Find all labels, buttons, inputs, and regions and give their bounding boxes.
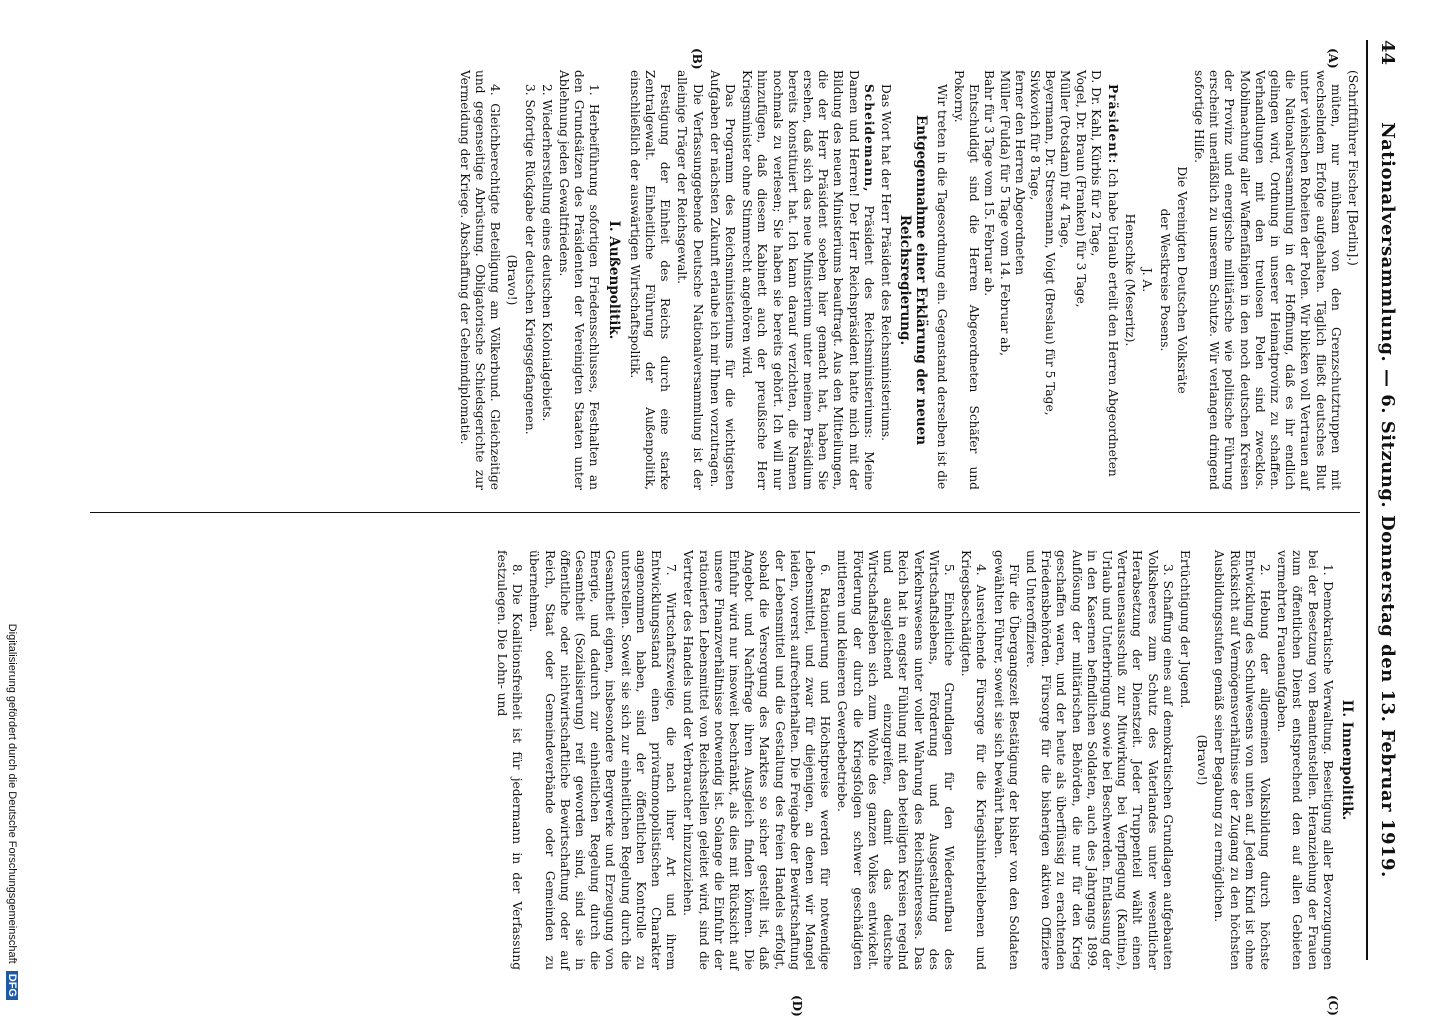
program-item: 6. Rationierung und Höchstpreise werden für notwendige Lebensmittel, und zwar für diejenigen, an denen wir Mangel leiden, vorerst aufrechterhalten. Die Freigabe der Bewirtschaftung der Lebensmittel und die Gestaltung des freien Handels erfolgt, sobald die Versorgung des Marktes so sicher gestellt ist, daß Angebot und Nachfrage ihren Ausgleich finden können. Die Einfuhr wird nur insoweit beschränkt, als dies mit Rücksicht auf unsere Finanzverhältnisse notwendig ist. Solange die Einfuhr der rationierten Lebensmittel von Reichsstellen geleitet wird, sind die Vertreter des Handels und der Verbraucher hinzuzuziehen. — [681, 550, 833, 970]
paragraph: Festigung der Einheit des Reichs durch eine starke Zentralgewalt. Einheitliche Führung der Außenpolitik, einschließlich der auswärtigen Wirtschaftspolitik. — [627, 70, 673, 490]
program-item: 3. Sofortige Rückgabe der deutschen Kriegsgefangenen. — [522, 84, 537, 435]
list-item: Müller (Fulda) für 5 Tage vom 14. Februar ab, — [997, 70, 1012, 357]
header-rule — [1366, 40, 1368, 960]
program-item: 4. Ausreichende Fürsorge für die Kriegshinterbliebenen und Kriegsbeschädigten. — [959, 550, 989, 970]
right-column — [90, 550, 1360, 970]
column-divider — [90, 512, 1360, 513]
speech-text: Präsident des Reichsministeriums: Meine Damen und Herren! Der Herr Reichspräsident hatte mich mit der Bildung des neuen Ministeriums beauftragt. Aus den Mitteilungen, die der Herr Präsident soeben hier gemacht hat, haben Sie ersehen, daß sich das neue Ministerium unter meinem Präsidium bereits konstituiert hat. Ich kann darauf verzichten, die Namen nochmals zu verlesen; Sie haben sie bereits gehört. Ich will nur hinzufügen, daß diesem Kabinett auch der preußische Herr Kriegsminister ohne Stimmrecht angehören wird. — [740, 70, 876, 491]
running-header — [1364, 40, 1404, 960]
program-item: 2. Wiederherstellung eines deutschen Kolonialgebiets. — [539, 84, 554, 422]
program-item: 1. Demokratische Verwaltung. Beseitigung aller Bevorzugungen bei der Besetzung von Beamtenstellen. Heranziehung der Frauen zum öffentlichen Dienst entsprechend den auf allen Gebieten vermehrten Frauenaufgaben. — [1275, 550, 1335, 970]
president-statement — [1105, 70, 1120, 490]
list-item: Bahr für 3 Tage vom 15. Februar ab. — [982, 70, 997, 297]
margin-marker-c: (C) — [1326, 995, 1340, 1016]
funding-footer — [2, 0, 18, 1000]
section-heading: II. Innenpolitik. — [1339, 699, 1355, 821]
list-item: Vogel, Dr. Braun (Franken) für 3 Tage, — [1073, 70, 1088, 308]
program-item: 1. Herbeiführung sofortigen Friedensschlusses, Festhalten an den Grundsätzen des Präsidenten der Vereinigten Staaten unter Ablehnung jeden Gewaltfriedens. — [557, 70, 602, 490]
leave-list — [981, 70, 1103, 490]
section-heading: I. Außenpolitik. — [605, 220, 622, 340]
program-item: 2. Hebung der allgemeinen Volksbildung durch höchste Entwicklung des Schulwesens von unten auf. Jedem Kind ist ohne Rücksicht auf Vermögensverhältnisse der Zugang zu den höchsten Ausbildungsstufen gemäß seiner Begabung zu ermöglichen. — [1212, 550, 1272, 970]
program-intro: Das Programm des Reichsministeriums für die wichtigsten Aufgaben der nächsten Zukunft erlaube ich mir Ihnen vorzutragen. — [707, 70, 738, 490]
signature-line: der Westkreise Posens. — [1157, 208, 1172, 352]
margin-marker-a: (A) — [1326, 48, 1340, 69]
signature-line: Henschke (Meseritz). — [1123, 213, 1138, 347]
speech-text: Ich habe Urlaub erteilt den Herren Abgeordneten — [1105, 168, 1120, 477]
list-item: ferner den Herren Abgeordneten — [1012, 70, 1027, 276]
list-item: Müller (Potsdam) für 4 Tage, — [1058, 70, 1073, 249]
signature-line: Die Vereinigten Deutschen Volksräte — [1174, 166, 1189, 394]
paragraph: Ertüchtigung der Jugend. — [1177, 550, 1192, 709]
agenda-text: Wir treten in die Tagesordnung ein. Gegenstand derselben ist die — [934, 84, 949, 490]
agenda-title: Entgegennahme einer Erklärung der neuen Reichsregierung. — [897, 114, 929, 446]
funding-credit: Digitalisierung gefördert durch die Deutsche Forschungsgemeinschaft — [6, 623, 18, 964]
list-item: D. Dr. Kahl, Kürbis für 2 Tage, — [1088, 70, 1103, 257]
interjection: (Bravo!) — [505, 254, 520, 306]
speaker-name: Präsident: — [1105, 84, 1120, 165]
interjection: (Bravo!) — [1195, 734, 1210, 786]
dfg-logo-icon: DFG — [6, 971, 18, 1000]
page-number: 44 — [1377, 40, 1398, 66]
program-item: 3. Schaffung eines auf demokratischen Grundlagen aufgebauten Volksheeres zum Schutz des Vaterlandes unter wesentlicher Herabsetzung der Dienstzeit. Jeder Truppenteil wählt einen Vertrauensausschuß zur Mitwirkung bei Verpflegung (Kantine), Urlaub und Unterbringung sowie bei Beschwerden. Entlassung der in den Kasernen befindlichen Soldaten, auch des Jahrgangs 1899. Auflösung der militärischen Behörden, die nur für den Krieg geschaffen waren, und der heute als überflüssig zu erachtenden Friedensbehörden. Fürsorge für die bisherigen aktiven Offiziere und Unteroffiziere. — [1023, 550, 1175, 970]
speaker-head: (Schriftführer Fischer [Berlin].) — [1346, 70, 1360, 266]
program-item: 4. Gleichberechtigte Beteiligung am Völkerbund. Gleichzeitige und gegenseitige Abrüstung. Obligatorische Schiedsgerichte zur Vermeidung der Kriege. Abschaffung der Geheimdiplomatie. — [457, 70, 503, 490]
paragraph: Die Verfassunggebende Deutsche Nationalversammlung ist der alleinige Träger der Reichsgewalt. — [675, 70, 705, 490]
page-body — [90, 40, 1404, 1017]
margin-marker-d: (D) — [790, 995, 804, 1017]
scheidemann-speech — [739, 70, 876, 490]
margin-marker-b: (B) — [690, 48, 704, 70]
left-column — [90, 70, 1360, 490]
paragraph: Für die Übergangszeit Bestätigung der bisher von den Soldaten gewählten Führer, soweit sie sich bewährt haben. — [991, 550, 1021, 970]
list-item: Beyermann, Dr. Stresemann, Voigt (Breslau) für 5 Tage, — [1043, 70, 1058, 416]
program-item: 8. Die Koalitionsfreiheit ist für jedermann in der Verfassung festzulegen. Die Lohn- und — [495, 550, 525, 970]
list-item: Sivkovich für 8 Tage, — [1027, 70, 1042, 201]
floor-text: Das Wort hat der Herr Präsident des Reichsministeriums. — [879, 84, 894, 442]
telegram-text: müten, nur mühsam von den Grenzschutztruppen mit wechselndem Erfolge aufgehalten. Täglich fließt deutsches Blut unter viehischen Roheiten der Polen. Wir blicken voll Vertrauen auf die Nationalversammlung in der Hoffnung, daß es ihr endlich gelingen wird, Ordnung in unserer Heimatprovinz zu schaffen. Verhandlungen mit den treulosen Polen sind zwecklos. Mobilmachung aller Waffenfähigen in den noch deutschen Kreisen der Provinz und energische militärische wie politische Führung erscheint unerläßlich zu unserem Schutze. Wir verlangen dringend sofortige Hilfe. — [1191, 70, 1343, 490]
program-item: 5. Einheitliche Grundlagen für den Wiederaufbau des Wirtschaftslebens, Förderung und Ausgestaltung des Verkehrswesens unter voller Wahrung des Reichsinteresses. Das Reich hat in engster Fühlung mit den beteiligten Kreisen regelnd und ausgleichend einzugreifen, damit das deutsche Wirtschaftsleben sich zum Wohle des ganzen Volkes entwickelt. Förderung der durch die Kriegsfolgen schwer geschädigten mittleren und kleineren Gewerbebetriebe. — [835, 550, 956, 970]
excused-text: Entschuldigt sind die Herren Abgeordneten Schäfer und Pokorny. — [951, 70, 982, 490]
program-item: 7. Wirtschaftszweige, die nach ihrer Art und ihrem Entwicklungsstand einen privatmonopolistischen Charakter angenommen haben, sind der öffentlichen Kontrolle zu unterstellen. Soweit sie sich zur einheitlichen Regelung durch die Gesamtheit eignen, insbesondere Bergwerke und Erzeugung von Energie, und dadurch zur einheitlichen Regelung durch die Gesamtheit (Sozialisierung) reif geworden sind, sind sie in öffentliche oder nichtwirtschaftliche Bewirtschaftung oder auf Reich, Staat oder Gemeindeverbände oder Gemeinden zu übernehmen. — [527, 550, 679, 970]
signature-line: J. A. — [1140, 267, 1155, 293]
speaker-name: Scheidemann, — [861, 84, 876, 193]
page-title: Nationalversammlung. — 6. Sitzung. Donnerstag den 13. Februar 1919. — [1377, 122, 1398, 878]
